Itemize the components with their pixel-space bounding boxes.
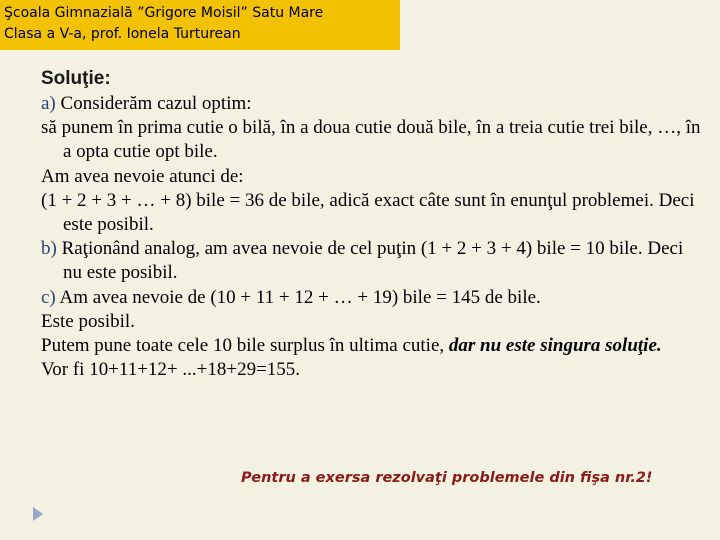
part-a-text: Considerăm cazul optim: xyxy=(55,93,252,114)
part-c-label: c) xyxy=(41,286,56,308)
part-c-text: Am avea nevoie de (10 + 11 + 12 + … + 19) bile = 145 de bile. xyxy=(55,286,541,308)
solution-content xyxy=(41,66,705,382)
surplus-emphasis: dar nu este singura soluţie. xyxy=(448,335,662,357)
part-b xyxy=(41,237,705,285)
part-c xyxy=(41,286,705,310)
possible-statement: Este posibil. xyxy=(41,310,135,332)
sum-statement: (1 + 2 + 3 + … + 8) bile = 36 de bile, adică exact câte sunt în enunţul problemei. Deci este posibil. xyxy=(41,189,695,236)
header-line-class: Clasa a V-a, prof. Ionela Turturean xyxy=(4,26,241,42)
part-a-label: a) xyxy=(41,93,56,114)
boxes-description: să punem în prima cutie o bilă, în a doua cutie două bile, în a treia cutie trei bile, …, în a opta cutie opt bile. xyxy=(41,117,701,163)
part-b-text: Raţionând analog, am avea nevoie de cel puţin (1 + 2 + 3 + 4) bile = 10 bile. Deci nu este posibil. xyxy=(56,238,684,284)
part-b-label: b) xyxy=(41,238,57,260)
header-line-school: Şcoala Gimnazială ”Grigore Moisil” Satu Mare xyxy=(4,5,324,21)
surplus-statement xyxy=(41,334,705,358)
need-statement: Am avea nevoie atunci de: xyxy=(41,165,244,187)
school-header xyxy=(0,0,400,50)
total-statement: Vor fi 10+11+12+ ...+18+29=155. xyxy=(41,359,301,381)
solution-title: Soluţie: xyxy=(41,68,111,89)
triangle-right-icon[interactable] xyxy=(33,507,43,521)
part-a xyxy=(41,92,705,116)
surplus-text: Putem pune toate cele 10 bile surplus în ultima cutie, xyxy=(41,335,449,357)
exercise-note: Pentru a exersa rezolvaţi problemele din fişa nr.2! xyxy=(241,470,653,486)
